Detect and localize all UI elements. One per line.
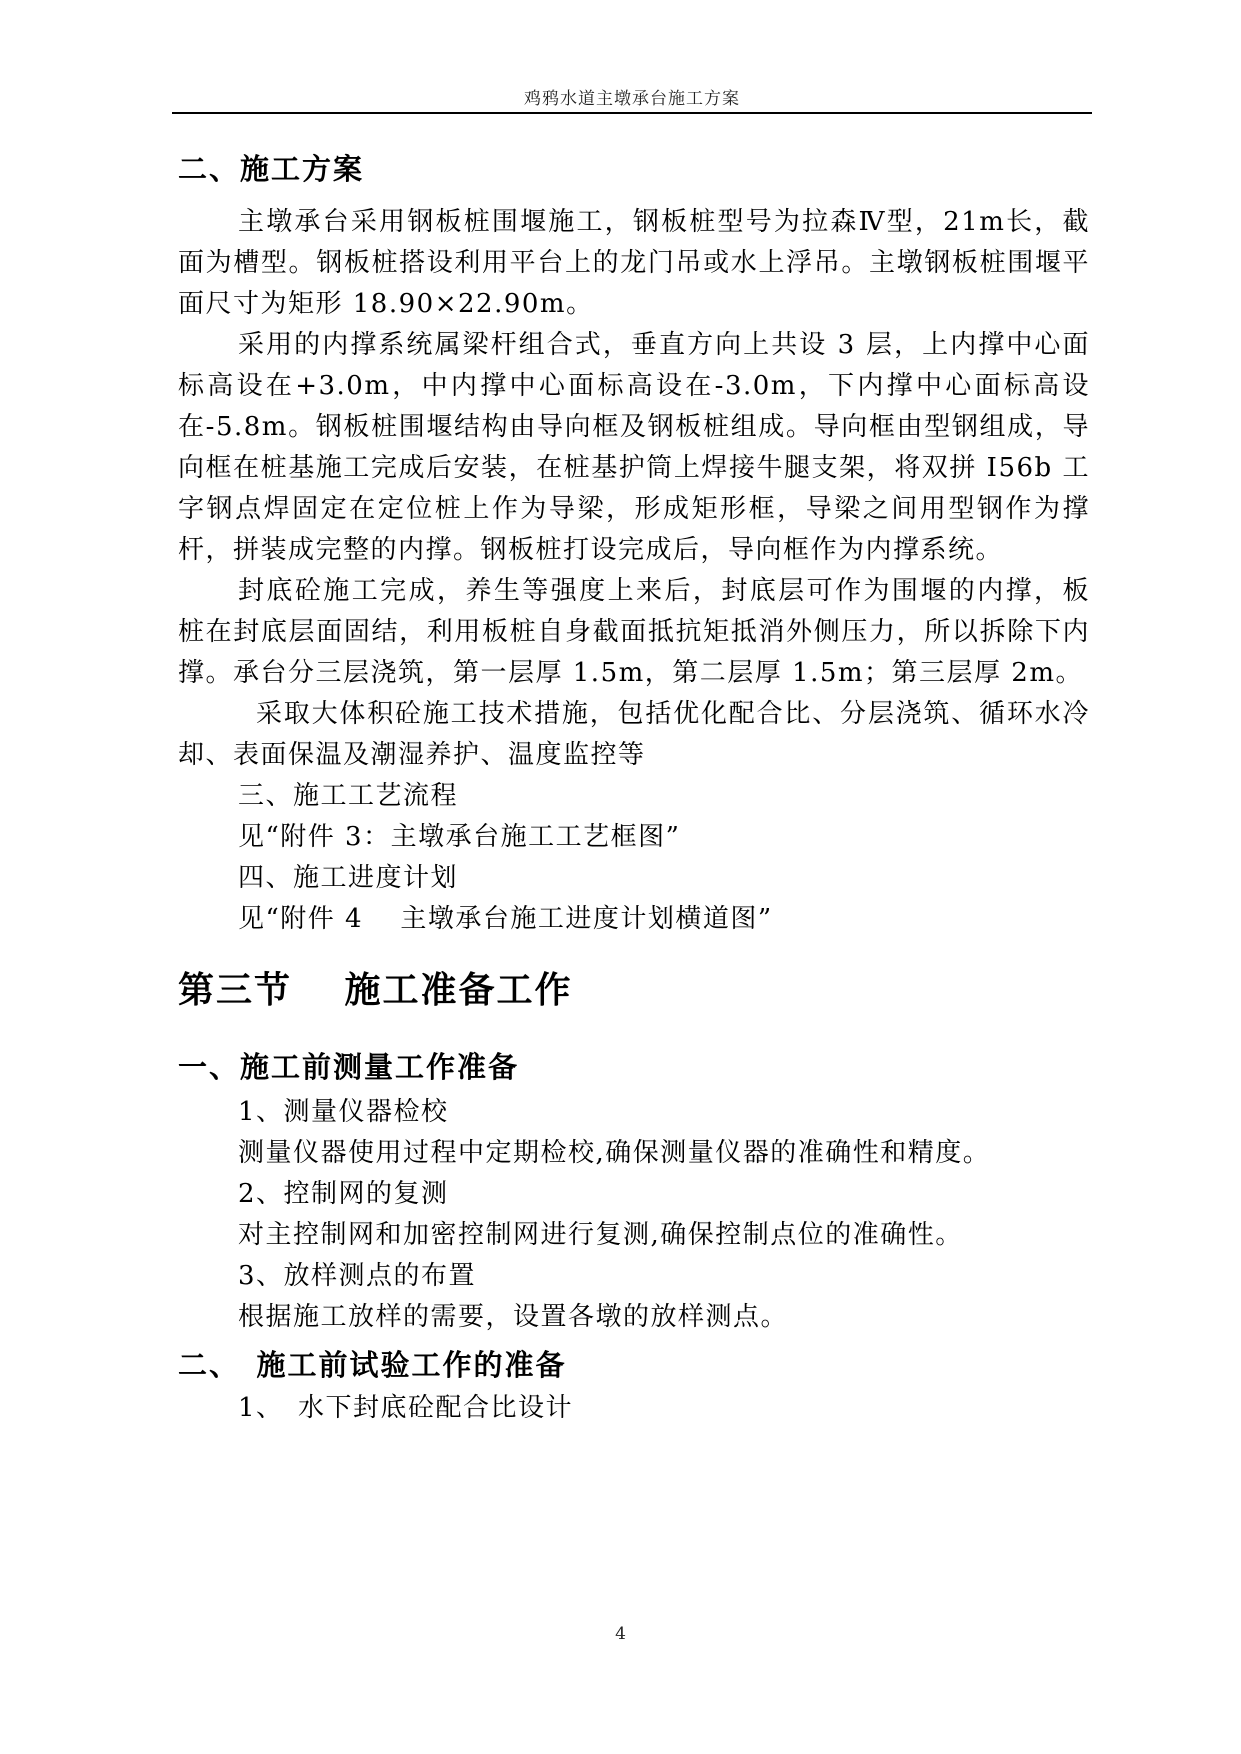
list-item-instrument-calibration: 1、测量仪器检校 (238, 1097, 449, 1127)
paragraph-bracing-system: 采用的内撑系统属梁杆组合式，垂直方向上共设 3 层，上内撑中心面标高设在+3.0m，中内撑中心面标高设在-3.0m，下内撑中心面标高设在-5.8m。钢板桩围堰结构由导向框及钢板桩组成。导向框由型钢组成，导向框在桩基施工完成后安装，在桩基护筒上焊接牛腿支架，将双拼 I56b 工字钢点焊固定在定位桩上作为导梁，形成矩形框，导梁之间用型钢作为撑杆，拼装成完整的内撑。钢板桩打设完成后，导向框作为内撑系统。 (178, 330, 1090, 565)
subheading-schedule: 四、施工进度计划 (238, 863, 459, 893)
page-header-title: 鸡鸦水道主墩承台施工方案 (524, 89, 740, 109)
section-heading-test-prep: 二、 施工前试验工作的准备 (178, 1348, 567, 1382)
text-instrument-calibration: 测量仪器使用过程中定期检校,确保测量仪器的准确性和精度。 (238, 1138, 991, 1168)
section-heading-construction-plan: 二、施工方案 (178, 152, 365, 186)
reference-attachment-4: 见“附件 4 主墩承台施工进度计划横道图” (238, 904, 773, 934)
page-number: 4 (615, 1624, 626, 1644)
paragraph-bottom-seal: 封底砼施工完成，养生等强度上来后，封底层可作为围堰的内撑，板桩在封底层面固结，利用板桩自身截面抵抗矩抵消外侧压力，所以拆除下内撑。承台分三层浇筑，第一层厚 1.5m，第二层厚 1.5m；第三层厚 2m。 (178, 576, 1090, 688)
list-item-control-network: 2、控制网的复测 (238, 1179, 449, 1209)
subheading-process-flow: 三、施工工艺流程 (238, 781, 459, 811)
list-item-concrete-mix-design: 1、 水下封底砼配合比设计 (238, 1393, 574, 1423)
chapter-title-preparation: 第三节 施工准备工作 (178, 970, 573, 1011)
list-item-setting-out-points: 3、放样测点的布置 (238, 1261, 477, 1291)
header-rule (172, 112, 1092, 114)
text-control-network: 对主控制网和加密控制网进行复测,确保控制点位的准确性。 (238, 1220, 963, 1250)
paragraph-mass-concrete-measures: 采取大体积砼施工技术措施，包括优化配合比、分层浇筑、循环水冷却、表面保温及潮湿养护、温度监控等 (178, 699, 1090, 770)
paragraph-cofferdam: 主墩承台采用钢板桩围堰施工，钢板桩型号为拉森Ⅳ型，21m长，截面为槽型。钢板桩搭设利用平台上的龙门吊或水上浮吊。主墩钢板桩围堰平面尺寸为矩形 18.90×22.90m。 (178, 207, 1090, 319)
section-heading-survey-prep: 一、施工前测量工作准备 (178, 1050, 520, 1084)
text-setting-out-points: 根据施工放样的需要，设置各墩的放样测点。 (238, 1302, 789, 1332)
document-body (178, 148, 1090, 1429)
reference-attachment-3: 见“附件 3：主墩承台施工工艺框图” (238, 822, 681, 852)
